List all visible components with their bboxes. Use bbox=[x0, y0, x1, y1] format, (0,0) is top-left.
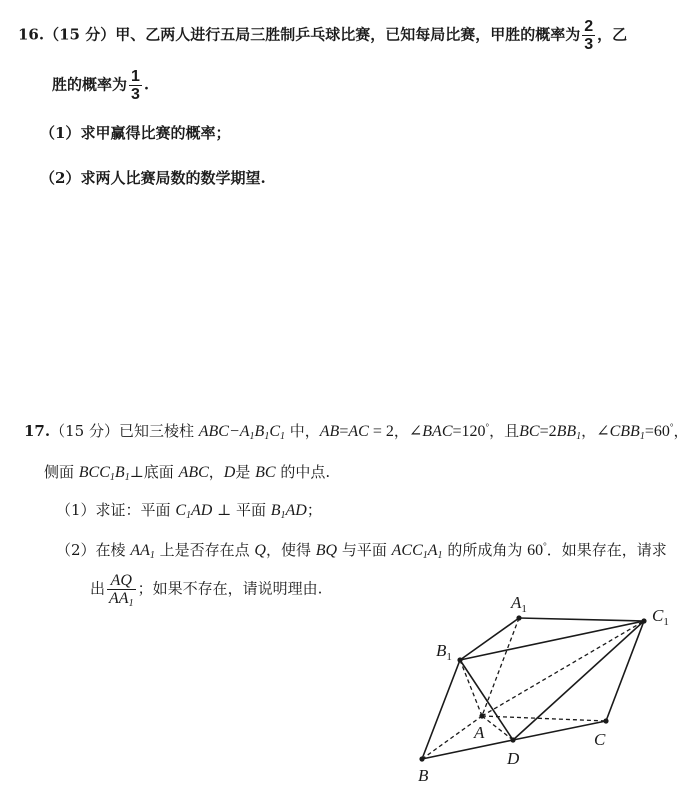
eq-ab-ac: AB bbox=[319, 423, 340, 440]
label-a1: $A_1$ bbox=[511, 593, 527, 615]
edge-b1-d bbox=[460, 660, 513, 740]
label-a: A bbox=[474, 723, 485, 742]
prism-labels bbox=[418, 593, 669, 785]
fraction-one-third: $\frac{1}{3}$ bbox=[131, 68, 140, 103]
edge-a1-c1 bbox=[519, 618, 644, 621]
problem16-score: （15 分） bbox=[44, 25, 116, 44]
part2-text: 在棱 $AA_1$ 上是否存在点 Q，使得 BQ 与平面 $ACC_1A_1$ 的所成角为 60°．如果存在，请求 bbox=[95, 541, 667, 561]
vertex-d bbox=[510, 737, 515, 742]
label-d: D bbox=[507, 749, 520, 768]
vertex-a1 bbox=[516, 615, 521, 620]
problem17-part1: （1）求证：平面 $C_1AD$ ⊥ 平面 $B_1AD$； bbox=[56, 501, 322, 521]
problem16-statement: 甲、乙两人进行五局三胜制乒乓球比赛，已知每局比赛，甲胜的概率为 bbox=[115, 25, 581, 44]
label-c: C bbox=[594, 730, 606, 749]
problem16-line1: 16.（15 分）甲、乙两人进行五局三胜制乒乓球比赛，已知每局比赛，甲胜的概率为 $\frac{2}{3}$ ，乙 bbox=[18, 18, 628, 53]
prism-vertices bbox=[419, 615, 646, 761]
part1-text: 求证：平面 $C_1AD$ ⊥ 平面 $B_1AD$； bbox=[95, 501, 322, 521]
problem17-part2-cont: 出 $\frac{AQ}{AA_1}$ ；如果不存在，请说明理由. bbox=[90, 572, 323, 609]
edge-b1-b bbox=[422, 660, 460, 759]
edge-c-c1 bbox=[606, 621, 644, 721]
face-bcc1b1: $BCC_1B_1$ bbox=[78, 464, 130, 483]
problem17-line1: 17.（15 分）已知三棱柱 $ABC-A_1B_1C_1$ 中，AB=AC = 2，∠BAC=120°，且$BC=2BB_1$，$\angle CBB_1=60^\circ$， bbox=[24, 422, 689, 442]
prism-edges bbox=[422, 618, 644, 759]
vertex-b bbox=[419, 756, 424, 761]
eq-bc: BC bbox=[519, 423, 540, 440]
problem16-line2: 胜的概率为 $\frac{1}{3}$ . bbox=[52, 68, 150, 103]
angle-bac: ∠BAC bbox=[408, 423, 453, 440]
problem16-part2: （2）求两人比赛局数的数学期望. bbox=[40, 169, 266, 187]
edge-d-c1 bbox=[513, 621, 644, 740]
vertex-c1 bbox=[641, 618, 646, 623]
problem17-line2: 侧面 $BCC_1B_1\perp$底面 ABC，D是 BC 的中点. bbox=[44, 463, 331, 483]
label-c1: $C_1$ bbox=[652, 606, 669, 628]
vertex-b1 bbox=[457, 657, 462, 662]
problem17-number: 17. bbox=[24, 422, 51, 440]
hidden-edge-a-d bbox=[482, 716, 513, 740]
prism-name: $ABC-A_1B_1C_1$ bbox=[198, 423, 285, 442]
problem16-part1: （1）求甲赢得比赛的概率； bbox=[40, 124, 231, 142]
angle-cbb1: $\angle CBB_1$ bbox=[596, 423, 645, 442]
edge-d-c bbox=[513, 721, 606, 740]
vertex-c bbox=[603, 718, 608, 723]
label-b: B bbox=[418, 766, 429, 785]
label-b1: $B_1$ bbox=[436, 641, 452, 663]
fraction-two-thirds: $\frac{2}{3}$ bbox=[584, 18, 594, 53]
fraction-aq-aa1: $\frac{AQ}{AA_1}$ bbox=[109, 572, 134, 609]
hidden-edge-a-c1 bbox=[482, 621, 644, 716]
problem16-number: 16. bbox=[18, 25, 45, 44]
problem17-part2: （2）在棱 $AA_1$ 上是否存在点 Q，使得 BQ 与平面 $ACC_1A_1$ 的所成角为 60°．如果存在，请求 bbox=[56, 541, 667, 561]
problem17-score: （15 分） bbox=[50, 422, 119, 440]
vertex-a bbox=[479, 713, 484, 718]
